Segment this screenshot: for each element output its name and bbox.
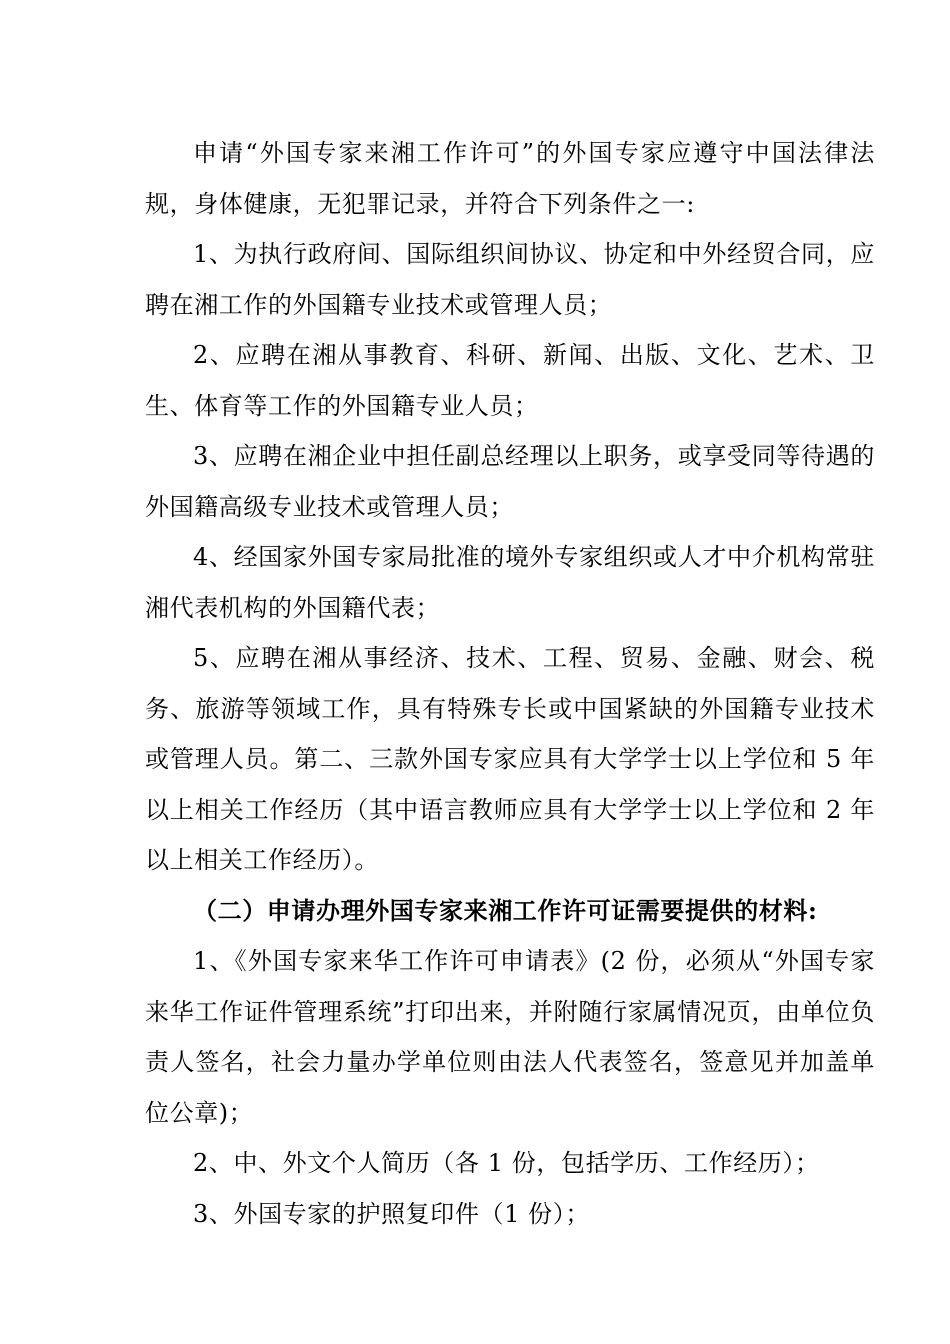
condition-item-3: 3、应聘在湘企业中担任副总经理以上职务，或享受同等待遇的外国籍高级专业技术或管理人员；: [145, 442, 875, 521]
condition-item-2: 2、应聘在湘从事教育、科研、新闻、出版、文化、艺术、卫生、体育等工作的外国籍专业人员；: [145, 341, 875, 420]
intro-paragraph: 申请“外国专家来湘工作许可”的外国专家应遵守中国法律法规，身体健康，无犯罪记录，并符合下列条件之一:: [145, 139, 875, 218]
condition-item-5: 5、应聘在湘从事经济、技术、工程、贸易、金融、财会、税务、旅游等领域工作，具有特殊专长或中国紧缺的外国籍专业技术或管理人员。第二、三款外国专家应具有大学学士以上学位和 5 年以上相关工作经历（其中语言教师应具有大学学士以上学位和 2 年以上相关工作经历）。: [145, 644, 875, 874]
material-item-3: 3、外国专家的护照复印件（1 份）；: [193, 1199, 590, 1228]
condition-item-4: 4、经国家外国专家局批准的境外专家组织或人才中介机构常驻湘代表机构的外国籍代表；: [145, 543, 875, 622]
section-heading-materials: （二）申请办理外国专家来湘工作许可证需要提供的材料:: [193, 895, 818, 925]
condition-item-1: 1、为执行政府间、国际组织间协议、协定和中外经贸合同，应聘在湘工作的外国籍专业技术或管理人员；: [145, 240, 875, 319]
material-item-1: 1、《外国专家来华工作许可申请表》(2 份，必须从“外国专家来华工作证件管理系统”打印出来，并附随行家属情况页，由单位负责人签名，社会力量办学单位则由法人代表签名，签意见并加盖单位公章)；: [145, 947, 875, 1127]
document-body: [145, 128, 875, 1239]
material-item-2: 2、中、外文个人简历（各 1 份，包括学历、工作经历）；: [193, 1149, 820, 1177]
